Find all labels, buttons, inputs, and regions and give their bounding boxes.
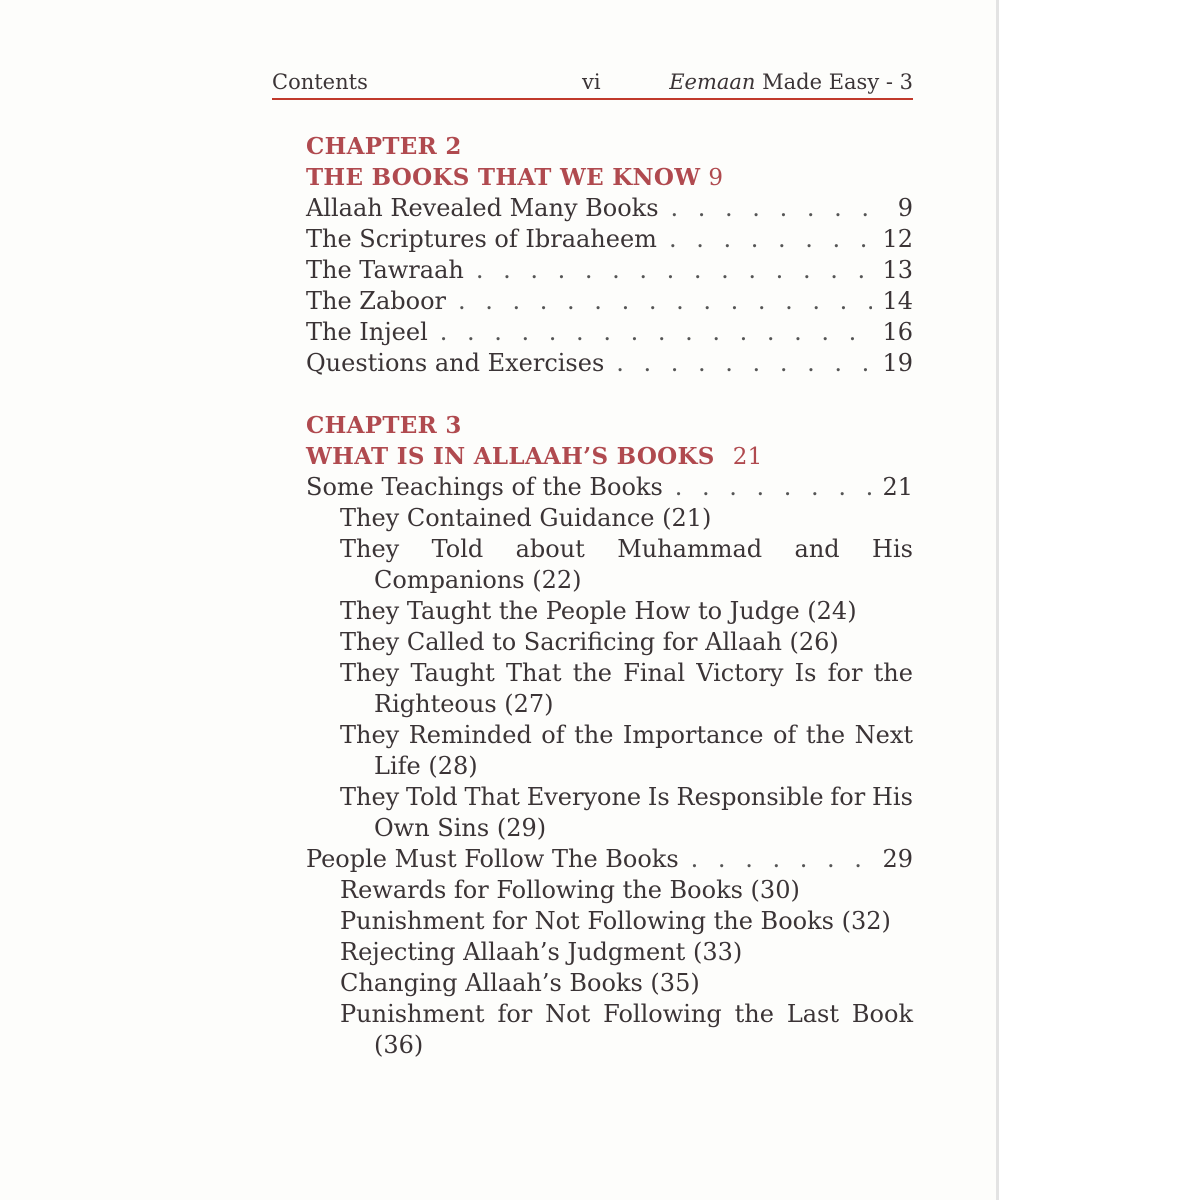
toc-entry[interactable]: The Zaboor . . . 14 xyxy=(306,286,913,317)
toc-subentry-continuation: Own Sins (29) xyxy=(374,814,547,842)
toc-subentry[interactable]: Rewards for Following the Books (30) xyxy=(340,876,800,904)
toc-subentry[interactable]: Punishment for Not Following the Books (32) xyxy=(340,907,891,935)
chapter-2-label: CHAPTER 2 xyxy=(306,133,462,160)
spacer xyxy=(306,379,913,410)
table-of-contents xyxy=(306,131,913,1061)
toc-entry[interactable]: Allaah Revealed Many Books . . . 9 xyxy=(306,193,913,224)
toc-entry[interactable]: Questions and Exercises . . . 19 xyxy=(306,348,913,379)
toc-subentry[interactable]: Punishment for Not Following the Last Book xyxy=(340,1000,913,1028)
header-page-number: vi xyxy=(582,70,601,94)
toc-subentry[interactable]: They Taught That the Final Victory Is for the xyxy=(340,659,913,687)
toc-subentry[interactable]: They Contained Guidance (21) xyxy=(340,504,712,532)
toc-subentry[interactable]: They Told That Everyone Is Responsible for His xyxy=(340,783,913,811)
toc-subentry[interactable]: They Told about Muhammad and His xyxy=(340,535,913,563)
toc-entry[interactable]: The Scriptures of Ibraaheem . . . 12 xyxy=(306,224,913,255)
toc-subentry[interactable]: Changing Allaah’s Books (35) xyxy=(340,969,700,997)
toc-subentry[interactable]: Rejecting Allaah’s Judgment (33) xyxy=(340,938,743,966)
toc-entry[interactable]: The Tawraah . . . 13 xyxy=(306,255,913,286)
toc-subentry-continuation: Companions (22) xyxy=(374,566,582,594)
chapter-3-title: WHAT IS IN ALLAAH’S BOOKS 21 xyxy=(306,443,763,470)
toc-entry[interactable]: Some Teachings of the Books . . . 21 xyxy=(306,472,913,503)
running-header xyxy=(272,70,913,100)
toc-subentry-continuation: Life (28) xyxy=(374,752,478,780)
toc-subentry[interactable]: They Taught the People How to Judge (24) xyxy=(340,597,857,625)
chapter-2-title: THE BOOKS THAT WE KNOW 9 xyxy=(306,164,724,191)
header-book-title: Eemaan Made Easy - 3 xyxy=(669,70,913,94)
toc-subentry-continuation: (36) xyxy=(374,1031,424,1059)
chapter-3-label: CHAPTER 3 xyxy=(306,412,462,439)
toc-subentry[interactable]: They Reminded of the Importance of the Next xyxy=(340,721,913,749)
toc-entry[interactable]: The Injeel . . . 16 xyxy=(306,317,913,348)
toc-entry[interactable]: People Must Follow The Books . . . 29 xyxy=(306,844,913,875)
header-section: Contents xyxy=(272,70,368,94)
toc-subentry[interactable]: They Called to Sacrificing for Allaah (26) xyxy=(340,628,839,656)
toc-subentry-continuation: Righteous (27) xyxy=(374,690,554,718)
